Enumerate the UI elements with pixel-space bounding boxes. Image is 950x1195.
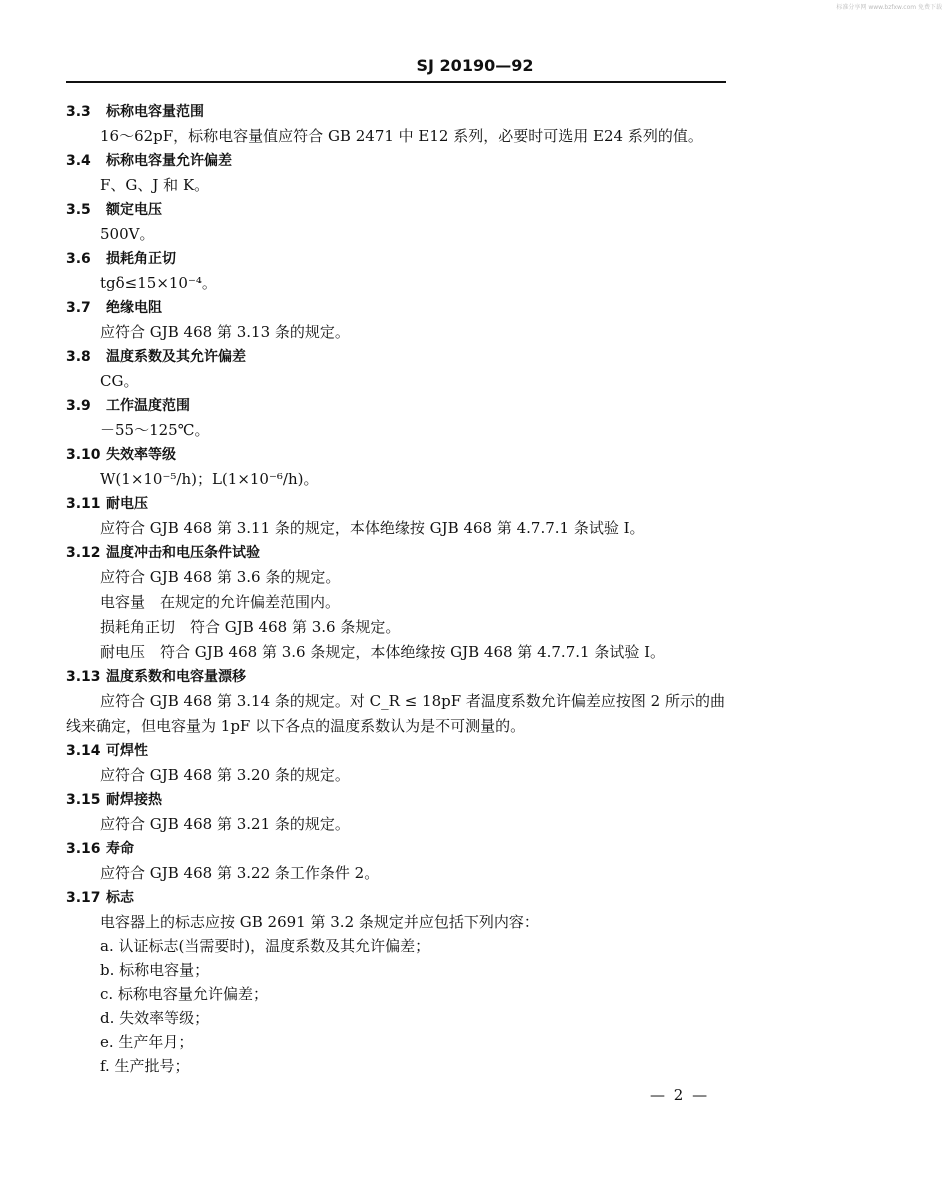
section-number: 3.12: [66, 545, 101, 561]
section-number: 3.5: [66, 202, 91, 218]
section-heading: [66, 542, 260, 563]
section-number: 3.13: [66, 669, 101, 685]
section-heading: [66, 346, 246, 367]
section-heading: [66, 150, 232, 171]
list-item: b. 标称电容量；: [100, 961, 210, 979]
section-heading: [66, 395, 190, 416]
section-text: 应符合 GJB 468 第 3.20 条的规定。: [100, 766, 350, 784]
section-text: 应符合 GJB 468 第 3.6 条的规定。: [100, 568, 341, 586]
section-text: 16～62pF，标称电容量值应符合 GB 2471 中 E12 系列，必要时可选用 E24 系列的值。: [100, 127, 703, 145]
section-text: 耐电压 符合 GJB 468 第 3.6 条规定，本体绝缘按 GJB 468 第 4.7.7.1 条试验 Ⅰ。: [100, 643, 666, 661]
section-number: 3.7: [66, 300, 91, 316]
section-heading: [66, 444, 176, 465]
section-title: 损耗角正切: [106, 251, 176, 267]
document-number: SJ 20190—92: [416, 56, 534, 75]
section-title: 绝缘电阻: [106, 300, 162, 316]
section-heading: [66, 789, 162, 810]
section-title: 温度系数和电容量漂移: [106, 669, 246, 685]
section-text: 损耗角正切 符合 GJB 468 第 3.6 条规定。: [100, 618, 401, 636]
section-text: －55～125℃。: [100, 421, 210, 439]
section-title: 可焊性: [106, 743, 148, 759]
watermark: 标准分享网 www.bzfxw.com 免费下载: [836, 4, 942, 11]
section-text-continuation: 线来确定，但电容量为 1pF 以下各点的温度系数认为是不可测量的。: [66, 717, 526, 735]
section-text: 应符合 GJB 468 第 3.11 条的规定，本体绝缘按 GJB 468 第 4.7.7.1 条试验 Ⅰ。: [100, 519, 645, 537]
section-number: 3.16: [66, 841, 101, 857]
section-title: 耐电压: [106, 496, 148, 512]
section-text: CG。: [100, 372, 139, 390]
section-title: 工作温度范围: [106, 398, 190, 414]
section-text: 电容器上的标志应按 GB 2691 第 3.2 条规定并应包括下列内容：: [100, 913, 539, 931]
section-heading: [66, 666, 246, 687]
list-item: d. 失效率等级；: [100, 1009, 210, 1027]
section-title: 额定电压: [106, 202, 162, 218]
section-heading: [66, 740, 148, 761]
section-title: 失效率等级: [106, 447, 176, 463]
section-heading: [66, 199, 162, 220]
section-text: 应符合 GJB 468 第 3.21 条的规定。: [100, 815, 350, 833]
header-rule: [66, 81, 726, 83]
section-title: 寿命: [106, 841, 134, 857]
section-number: 3.15: [66, 792, 101, 808]
section-heading: [66, 838, 134, 859]
section-number: 3.10: [66, 447, 101, 463]
section-heading: [66, 248, 176, 269]
section-text: 应符合 GJB 468 第 3.14 条的规定。对 C_R ≤ 18pF 者温度系数允许偏差应按图 2 所示的曲: [100, 692, 725, 710]
section-heading: [66, 297, 162, 318]
section-number: 3.11: [66, 496, 101, 512]
section-number: 3.6: [66, 251, 91, 267]
section-text: W(1×10⁻⁵/h)；L(1×10⁻⁶/h)。: [100, 470, 319, 488]
section-number: 3.9: [66, 398, 91, 414]
list-item: a. 认证标志(当需要时)，温度系数及其允许偏差；: [100, 937, 431, 955]
section-title: 温度冲击和电压条件试验: [106, 545, 260, 561]
section-title: 耐焊接热: [106, 792, 162, 808]
section-title: 温度系数及其允许偏差: [106, 349, 246, 365]
section-title: 标志: [106, 890, 134, 906]
section-number: 3.8: [66, 349, 91, 365]
section-number: 3.4: [66, 153, 91, 169]
section-number: 3.14: [66, 743, 101, 759]
section-text: 应符合 GJB 468 第 3.13 条的规定。: [100, 323, 350, 341]
list-item: c. 标称电容量允许偏差；: [100, 985, 268, 1003]
section-text: 电容量 在规定的允许偏差范围内。: [100, 593, 341, 611]
section-number: 3.17: [66, 890, 101, 906]
section-title: 标称电容量允许偏差: [106, 153, 232, 169]
section-heading: [66, 493, 148, 514]
section-heading: [66, 101, 204, 122]
section-text: 500V。: [100, 225, 155, 243]
page-number: — 2 —: [650, 1086, 710, 1104]
section-number: 3.3: [66, 104, 91, 120]
section-text: tgδ≤15×10⁻⁴。: [100, 274, 217, 292]
section-heading: [66, 887, 134, 908]
section-text: F、G、J 和 K。: [100, 176, 210, 194]
list-item: f. 生产批号；: [100, 1057, 190, 1075]
list-item: e. 生产年月；: [100, 1033, 194, 1051]
section-text: 应符合 GJB 468 第 3.22 条工作条件 2。: [100, 864, 380, 882]
section-title: 标称电容量范围: [106, 104, 204, 120]
